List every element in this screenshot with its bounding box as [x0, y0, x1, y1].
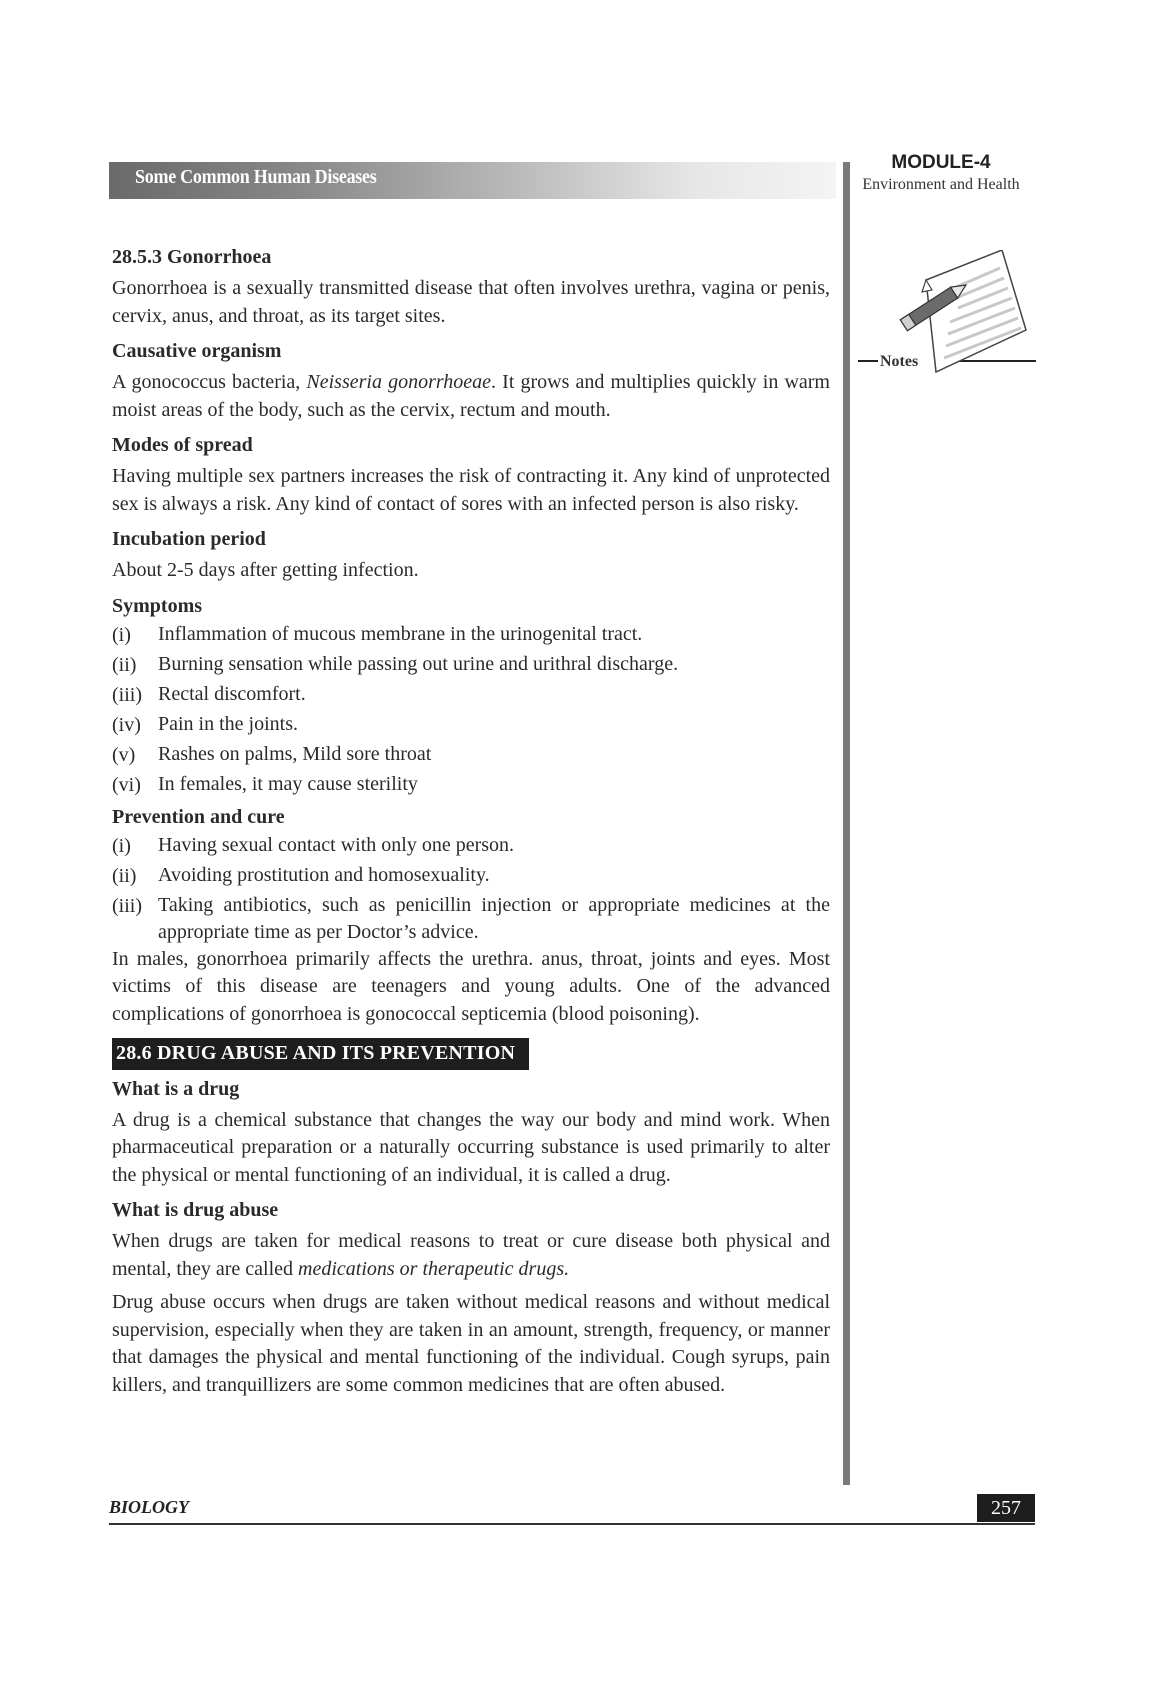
- item-text: Burning sensation while passing out urine and urithral discharge.: [158, 652, 679, 675]
- list-item: [112, 861, 830, 891]
- what-is-drug-paragraph: A drug is a chemical substance that changes the way our body and mind work. When pharmaceutical preparation or a naturally occurring substance is used primarily to alter the physical or mental functioning of an individual, it is called a drug.: [112, 1108, 830, 1186]
- module-subtitle: Environment and Health: [862, 176, 1020, 193]
- item-text: Rectal discomfort.: [158, 682, 306, 705]
- drug-abuse-paragraph: [112, 1228, 830, 1283]
- item-number: (iv): [112, 713, 141, 736]
- item-number: (ii): [112, 653, 137, 676]
- page-content: [112, 244, 830, 1399]
- males-paragraph: In males, gonorrhoea primarily affects the urethra. anus, throat, joints and eyes. Most victims of this disease are teenagers and young adults. One of the advanced complications of gonorrhoea is gonococcal septicemia (blood poisoning).: [112, 947, 830, 1025]
- prevention-heading: Prevention and cure: [112, 805, 285, 828]
- prevention-list: [112, 831, 830, 946]
- item-text: Rashes on palms, Mild sore throat: [158, 742, 432, 765]
- list-item: [112, 680, 830, 710]
- item-number: (i): [112, 623, 131, 646]
- causative-text: A gonococcus bacteria,: [112, 371, 307, 393]
- symptoms-heading: Symptoms: [112, 594, 203, 617]
- list-item: [112, 770, 830, 800]
- item-text: Pain in the joints.: [158, 712, 298, 735]
- page-number: 257: [977, 1494, 1035, 1522]
- item-text: Having sexual contact with only one person.: [158, 833, 515, 856]
- module-title: MODULE-4: [891, 152, 991, 173]
- item-number: (i): [112, 834, 131, 857]
- module-label: [861, 152, 1021, 194]
- drug-abuse-paragraph-2: Drug abuse occurs when drugs are taken without medical reasons and without medical supervision, especially when they are taken in an amount, strength, frequency, or manner that damages the physical and mental functioning of the individual. Cough syrups, pain killers, and tranquillizers are some common medicines that are often abused.: [112, 1291, 830, 1396]
- item-text: In females, it may cause sterility: [158, 772, 418, 795]
- item-text: Inflammation of mucous membrane in the urinogenital tract.: [158, 622, 643, 645]
- notes-label: Notes: [880, 353, 919, 370]
- list-item: [112, 650, 830, 680]
- item-number: (v): [112, 743, 136, 766]
- notes-margin: [858, 250, 1036, 380]
- symptoms-list: [112, 620, 830, 800]
- organism-name: Neisseria gonorrhoeae: [306, 371, 492, 393]
- margin-divider: [843, 162, 850, 1485]
- section-heading: 28.5.3 Gonorrhoea: [112, 246, 272, 268]
- item-number: (ii): [112, 864, 137, 887]
- list-item: [112, 740, 830, 770]
- incubation-paragraph: About 2-5 days after getting infection.: [112, 559, 419, 581]
- footer-subject: BIOLOGY: [109, 1497, 189, 1517]
- item-text: Taking antibiotics, such as penicillin injection or appropriate medicines at the appropriate time as per Doctor’s advice.: [158, 893, 830, 943]
- chapter-title: Some Common Human Diseases: [135, 166, 377, 188]
- causative-heading: Causative organism: [112, 340, 282, 362]
- chapter-header-bar: [109, 162, 836, 199]
- incubation-heading: Incubation period: [112, 528, 266, 550]
- list-item: [112, 620, 830, 650]
- item-number: (vi): [112, 773, 141, 796]
- therapeutic-drugs-term: medications or therapeutic drugs.: [298, 1257, 570, 1280]
- item-text: Avoiding prostitution and homosexuality.: [158, 863, 490, 886]
- section-banner: 28.6 DRUG ABUSE AND ITS PREVENTION: [112, 1038, 529, 1070]
- what-is-drug-heading: What is a drug: [112, 1077, 240, 1100]
- intro-paragraph: Gonorrhoea is a sexually transmitted disease that often involves urethra, vagina or penis, cervix, anus, and throat, as its target sites.: [112, 277, 830, 327]
- item-number: (iii): [112, 894, 142, 917]
- list-item: [112, 710, 830, 740]
- drug-abuse-heading: What is drug abuse: [112, 1199, 279, 1221]
- footer-rule: [109, 1523, 1035, 1525]
- causative-text-rest: . It grows and multiplies quickly in warm moist areas of the body, such as the cervix, rectum and mouth.: [112, 371, 830, 421]
- item-number: (iii): [112, 683, 142, 706]
- spread-heading: Modes of spread: [112, 434, 253, 456]
- drug-abuse-text: When drugs are taken for medical reasons to treat or cure disease both physical and mental, they are called: [112, 1230, 830, 1280]
- list-item: [112, 831, 830, 861]
- spread-paragraph: Having multiple sex partners increases the risk of contracting it. Any kind of unprotected sex is always a risk. Any kind of contact of sores with an infected person is also risky.: [112, 465, 830, 515]
- list-item: [112, 891, 830, 946]
- causative-paragraph: [112, 369, 830, 424]
